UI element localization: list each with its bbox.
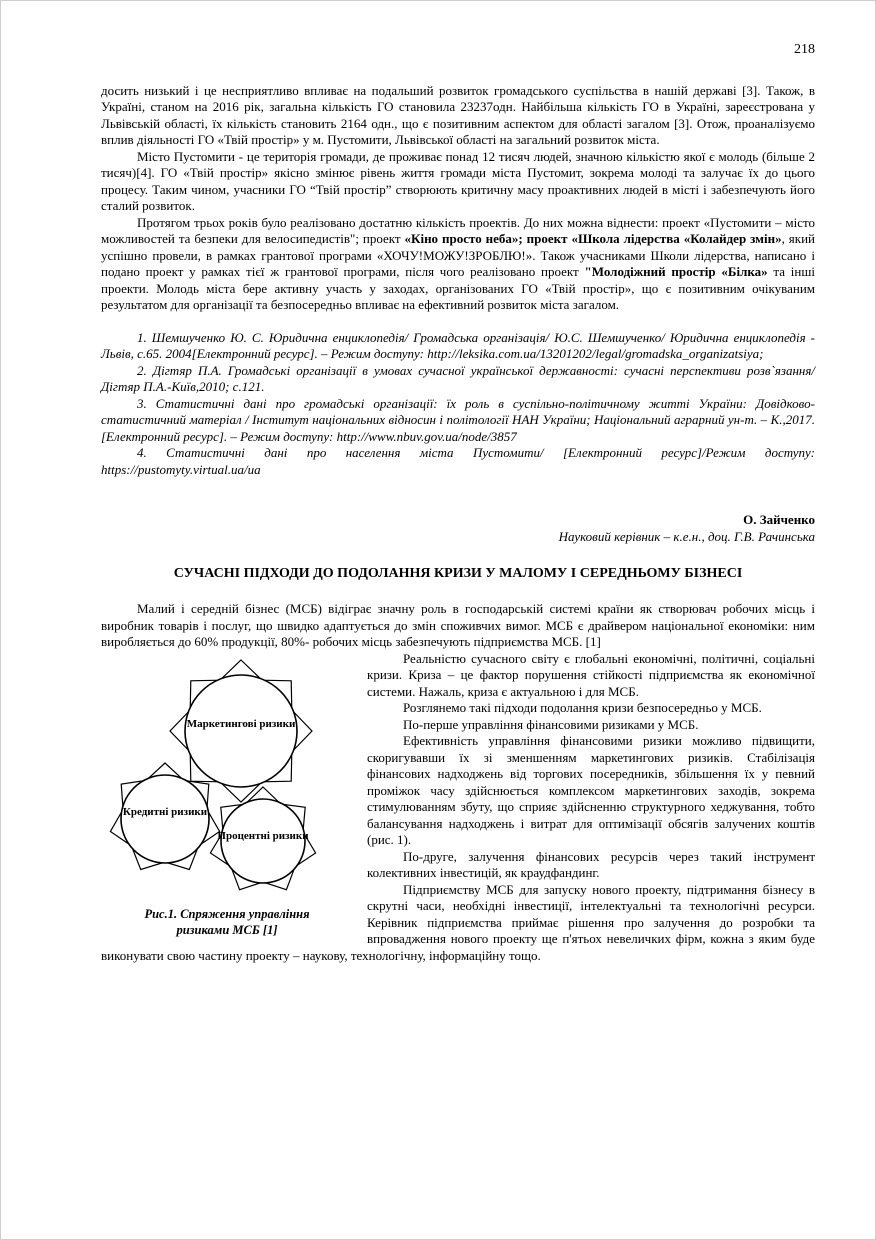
reference-text: 3. Статистичні дані про громадські організації: їх роль в суспільно-політичному житті України: Довідково-статистичний матеріал / Інститут національних відносин і політології НАН України; Національний аграрний ун-т. – К.,2017. [Електронний ресурс]. – Режим доступу: bbox=[101, 395, 815, 444]
text-segment-bold: "Молодіжний простір «Білка» bbox=[584, 264, 768, 280]
paragraph: Малий і середній бізнес (МСБ) відіграє значну роль в господарській системі країни як створювач робочих місць і виробник товарів і послуг, що швидко адаптується до змін споживчих вимог. МСБ є драйвером національної економіки: ним виробляється до 60% продукції, 80%- робочих місць забезпечують підприємства МСБ. [1] bbox=[101, 601, 815, 650]
text-segment: Протягом трьох років було реалізовано достатню кількість проектів. До них можна віднести: проект «Пустомити – місто можливостей та безпеки для велосипедистів"; проект bbox=[101, 214, 815, 247]
page-number: 218 bbox=[794, 42, 815, 57]
text-segment: п'ятьох невеличких фірм, кожна з яким буде виконувати свою частину проекту – наукову, технологічну, інформаційну тощо. bbox=[101, 931, 815, 963]
reference-tail: ; bbox=[759, 346, 764, 362]
reference-item bbox=[101, 363, 815, 396]
text-segment: та інші проекти. Молодь міста бере активну участь у заходах, організованих ГО «Твій простір», що є позитивним очікуваним результатом для організації та безпосередньо впливає на ефективний розвиток міста загалом. bbox=[101, 264, 815, 313]
text-segment-bold: «Кіно просто неба»; проект «Школа лідерства «Колайдер змін» bbox=[404, 231, 782, 247]
risk-diagram bbox=[101, 657, 353, 899]
paragraph: По-друге, залучення фінансових ресурсів через такий інструмент колективних інвестицій, як краудфандинг. bbox=[367, 848, 815, 881]
figure bbox=[101, 657, 353, 938]
reference-item bbox=[101, 330, 815, 363]
reference-link[interactable]: http://www.nbuv.gov.ua/node/3857 bbox=[336, 428, 517, 444]
paragraph: По-перше управління фінансовими ризиками у МСБ. bbox=[403, 716, 699, 732]
diagram-label-credit-risks: Кредитні ризики bbox=[122, 805, 208, 818]
references bbox=[101, 330, 815, 479]
reference-text: 2. Дігтяр П.А. Громадські організації в умовах сучасної української державності: сучасні перспективи розв`язання/Дігтяр П.А.-Київ,2010; с.121. bbox=[101, 362, 815, 395]
paragraph: Місто Пустомити - це територія громади, де проживає понад 12 тисяч людей, значною кількістю якої є молодь (більше 2 тисяч)[4]. ГО «Твій простір» якісно змінює рівень життя громади міста Пустомит, зокрема молоді та залучає їх до цього процесу. Таким чином, учасники ГО “Твій простір” створюють критичну масу проактивних людей в місті і забезпечують його сталий розвиток. bbox=[101, 148, 815, 214]
reference-text: 4. Статистичні дані про населення міста Пустомити/ [Електронний ресурс]/Режим доступу: bbox=[137, 445, 815, 461]
risk-diagram-svg bbox=[101, 657, 353, 899]
article-1 bbox=[101, 83, 815, 479]
reference-link[interactable]: http://leksika.com.ua/13201202/legal/gromadska_organizatsiya bbox=[427, 346, 760, 362]
diagram-label-interest-risks: Процентні ризики bbox=[217, 829, 309, 842]
diagram-label-marketing-risks: Маркетингові ризики bbox=[186, 717, 296, 730]
supervisor-line: Науковий керівник – к.е.н., доц. Г.В. Рачинська bbox=[558, 528, 815, 544]
reference-text: 1. Шемшученко Ю. С. Юридична енциклопедія/ Громадська організація/ Ю.С. Шемшученко/ Юридична енциклопедія - Львів, с.65. 2004[Електронний ресурс]. – Режим доступу: bbox=[101, 329, 815, 362]
paragraph bbox=[101, 215, 815, 314]
text-segment: Підприємству МСБ для запуску нового проекту, підтримання бізнесу в скрутні часи, необхідні інвестиції, інтелектуальні та технологічні ресурси. Керівник підприємства приймає рішення про залучення до розробки та впровадження нового проекту ще bbox=[367, 881, 815, 947]
reference-link[interactable]: https://pustomyty.virtual.ua/ua bbox=[101, 461, 261, 477]
figure-caption: Рис.1. Спряження управління ризиками МСБ [1] bbox=[144, 906, 310, 937]
content-with-figure bbox=[101, 651, 815, 965]
text-segment: , який успішно провели, в рамках грантової програми «ХОЧУ!МОЖУ!ЗРОБЛЮ!». Також учасниками Школи лідерства, написано і подано проект у рамках тієї ж грантової програми, після чого реалізовано проект bbox=[101, 231, 816, 280]
paragraph: Розглянемо такі підходи подолання кризи безпосередньо у МСБ. bbox=[403, 700, 762, 716]
paragraph: досить низький і це несприятливо впливає на подальший розвиток громадського суспільства в нашій державі [3]. Також, в Україні, станом на 2016 рік, загальна кількість ГО становила 23237одн. Найбільша кількість ГО в Україні, зареєстрована у Львівській області, їх кількість становить 2164 одн., що є позитивним аспектом для області загалом [3]. Отож, проаналізуємо вплив діяльності ГО «Твій простір» у м. Пустомити, Львівської області на загальний розвиток міста. bbox=[101, 82, 815, 148]
author-name: О. Зайченко bbox=[743, 512, 815, 528]
paragraph: Ефективність управління фінансовими ризики можливо підвищити, скоригувавши їх зі зменшенням маркетингових ризиків. Стабілізація фінансових надходжень від торгових посередників, збільшення їх у певний проміжок часу здійснюється комплексом маркетингових заходів, зокрема стимулюванням збуту, що сприяє здійсненню структурного хеджування, тобто балансування надходжень і витрат для оптимізації обсягів залучених коштів (рис. 1). bbox=[367, 733, 815, 848]
article-2 bbox=[101, 601, 815, 964]
article-title: СУЧАСНІ ПІДХОДИ ДО ПОДОЛАННЯ КРИЗИ У МАЛОМУ І СЕРЕДНЬОМУ БІЗНЕСІ bbox=[173, 566, 743, 582]
reference-item bbox=[101, 445, 815, 478]
paragraph: Реальністю сучасного світу є глобальні економічні, політичні, соціальні кризи. Криза – це фактор порушення стійкості підприємства як економічної системи. Нажаль, криза є актуальною і для МСБ. bbox=[367, 650, 815, 699]
author-block bbox=[101, 512, 815, 545]
reference-item bbox=[101, 396, 815, 446]
